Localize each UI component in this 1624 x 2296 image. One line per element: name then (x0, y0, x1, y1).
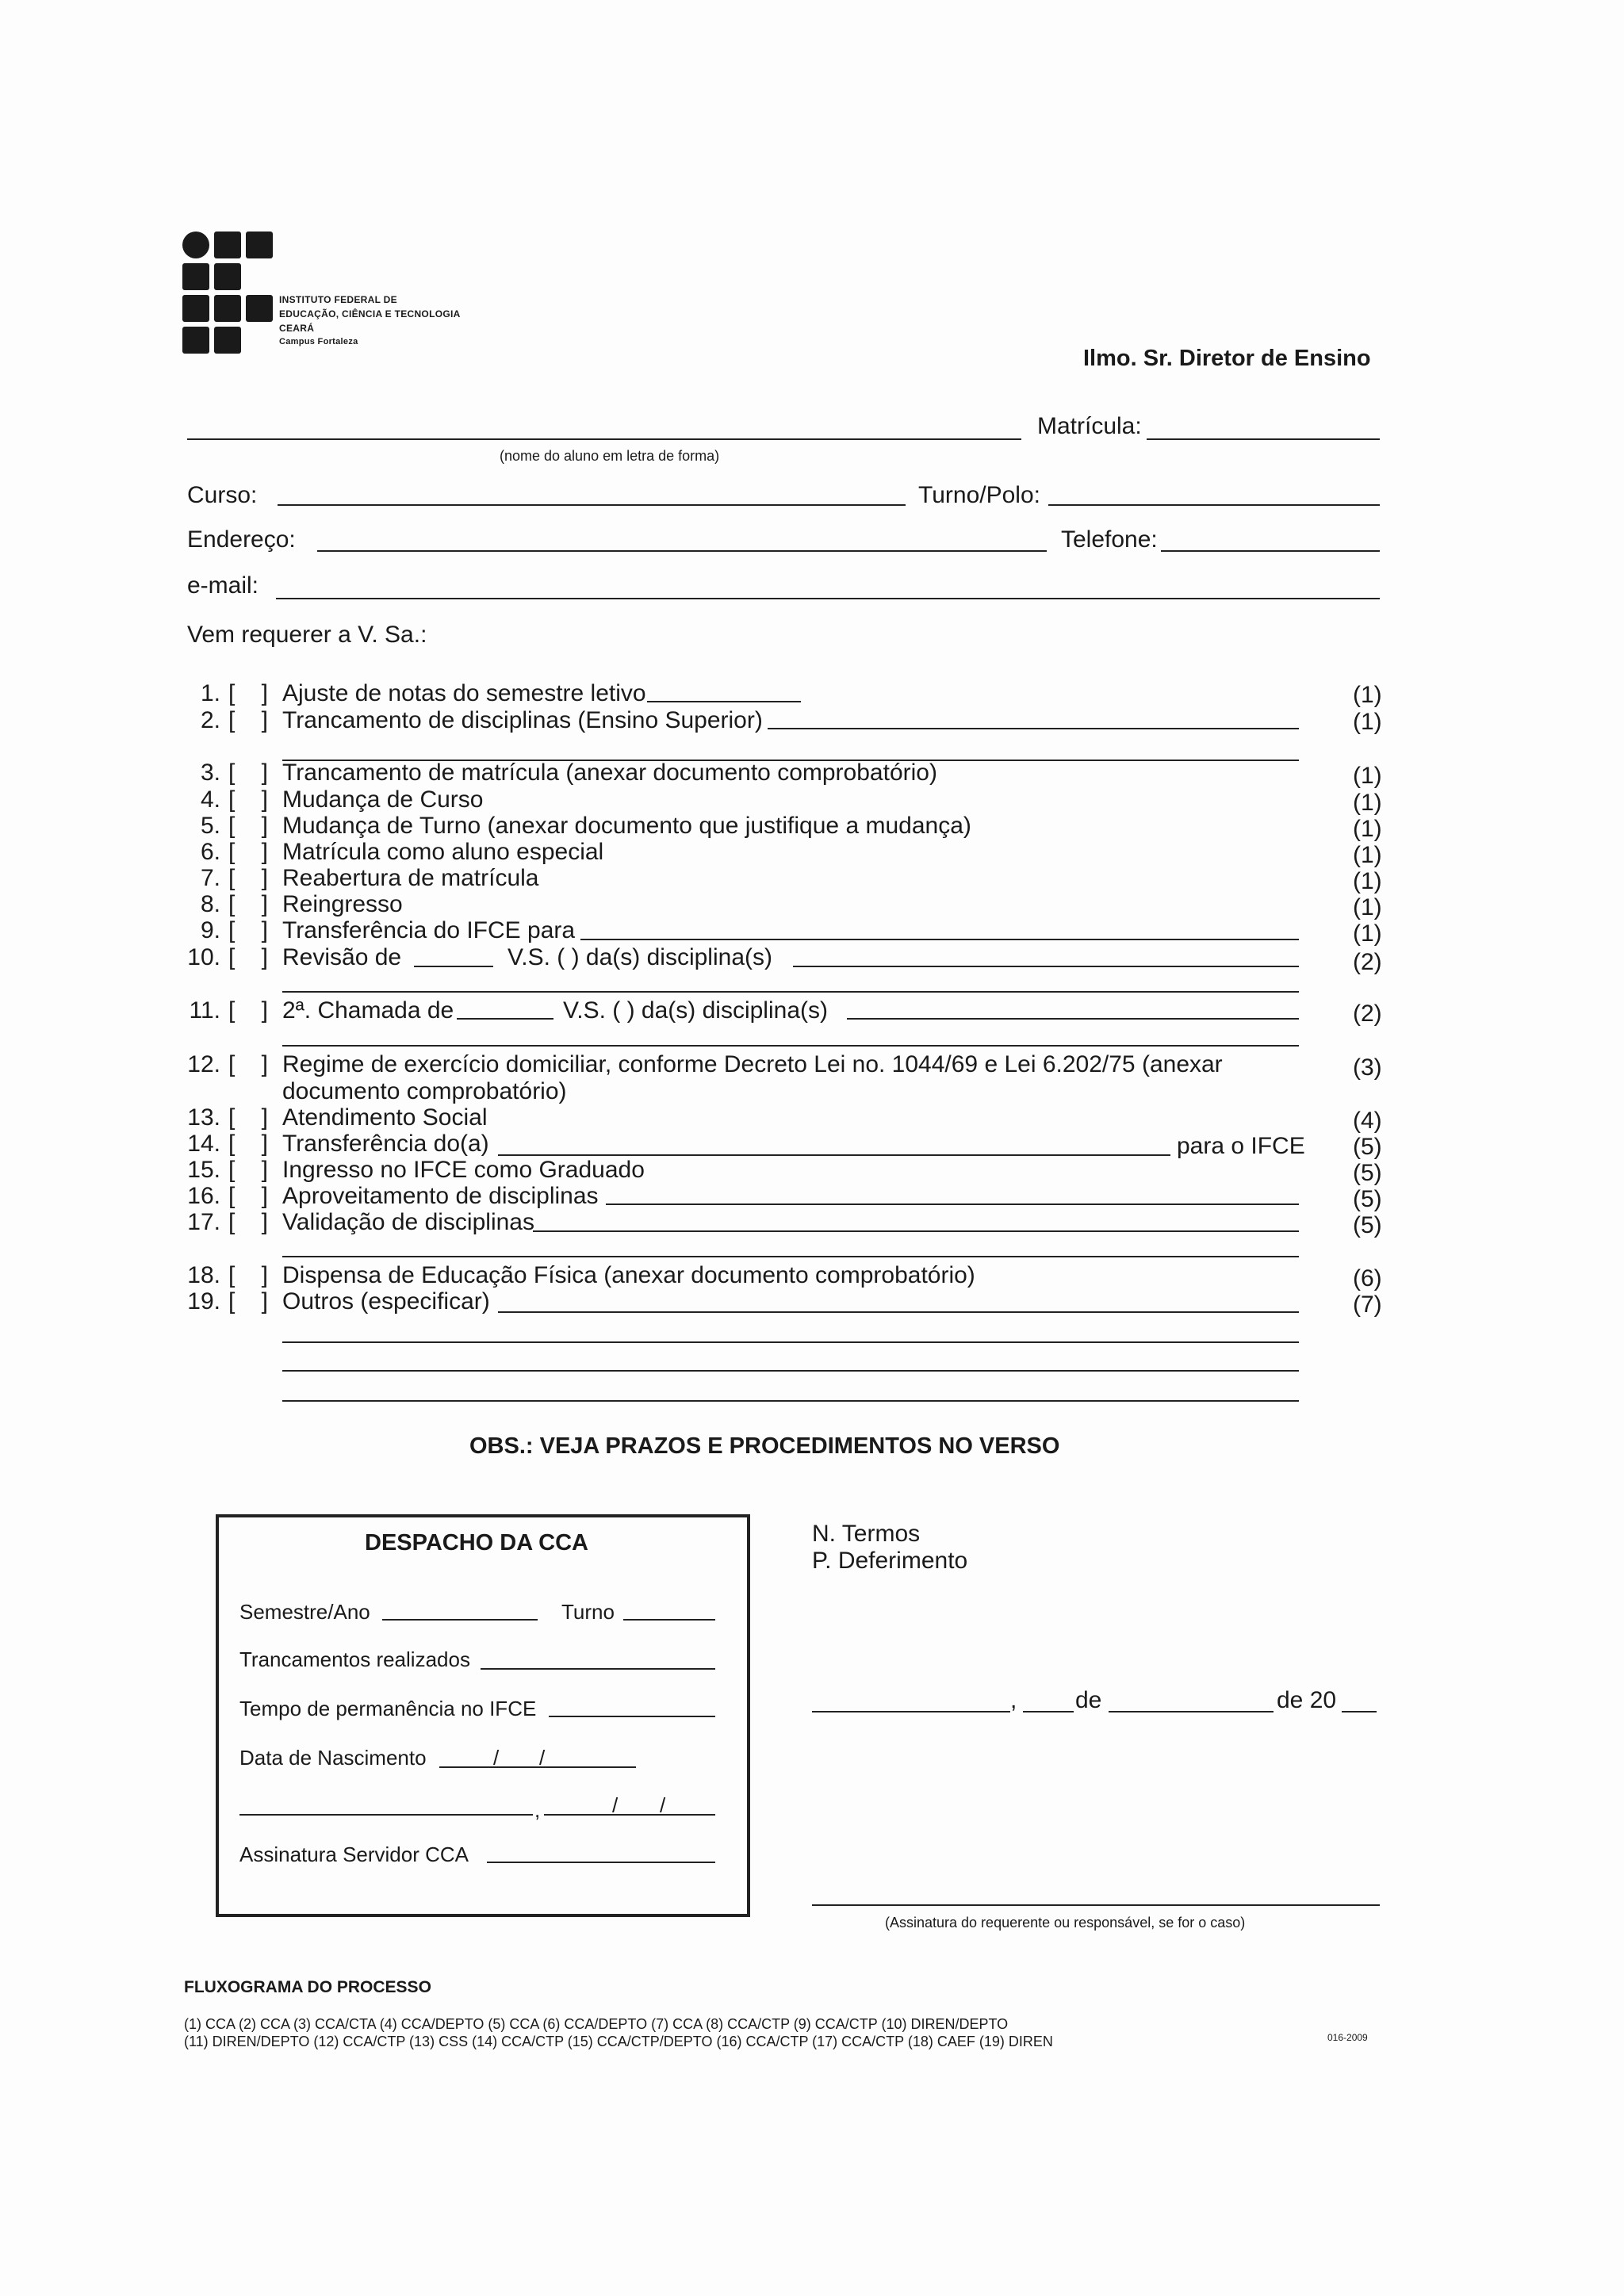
turno-label: Turno (561, 1600, 615, 1624)
logo-square (182, 263, 209, 290)
logo-text-line1: INSTITUTO FEDERAL DE (279, 294, 397, 305)
item-number: 17. (187, 1209, 220, 1235)
logo-text-line4: Campus Fortaleza (279, 337, 358, 346)
item-number: 19. (187, 1288, 220, 1314)
de-label: de (1075, 1687, 1102, 1713)
item-number: 2. (200, 707, 220, 733)
item-checkbox[interactable]: [ ] (228, 680, 269, 706)
item-label: Dispensa de Educação Física (anexar documento comprobatório) (282, 1262, 975, 1288)
item-checkbox[interactable]: [ ] (228, 891, 269, 917)
item-checkbox[interactable]: [ ] (228, 1131, 269, 1157)
item-label-cont: V.S. ( ) da(s) disciplina(s) (563, 997, 828, 1024)
telefone-label: Telefone: (1061, 526, 1158, 553)
item-checkbox[interactable]: [ ] (228, 1288, 269, 1314)
endereco-field[interactable] (317, 550, 1047, 552)
matricula-field[interactable] (1147, 438, 1380, 440)
trancamentos-field[interactable] (481, 1668, 715, 1670)
item-label-cont: para o IFCE (1177, 1133, 1305, 1159)
item-fill-line[interactable] (457, 1018, 553, 1020)
item-fill-line[interactable] (580, 939, 1299, 940)
item-checkbox[interactable]: [ ] (228, 786, 269, 813)
curso-field[interactable] (278, 504, 906, 506)
item-number: 14. (187, 1131, 220, 1157)
request-intro: Vem requerer a V. Sa.: (187, 622, 427, 648)
item-number: 11. (189, 997, 220, 1024)
logo-square (214, 295, 241, 322)
data-nascimento-field[interactable] (439, 1766, 636, 1768)
item-flow-code: (1) (1353, 894, 1382, 920)
obs-notice: OBS.: VEJA PRAZOS E PROCEDIMENTOS NO VERSO (469, 1433, 1060, 1459)
logo-square (246, 295, 273, 322)
date-slash: / (612, 1793, 619, 1817)
item-flow-code: (3) (1353, 1054, 1382, 1081)
item-fill-line[interactable] (498, 1154, 1170, 1156)
city-field[interactable] (812, 1711, 1010, 1712)
item-label-cont: V.S. ( ) da(s) disciplina(s) (508, 944, 772, 970)
item-flow-code: (4) (1353, 1108, 1382, 1134)
item-number: 1. (200, 680, 220, 706)
item-label: Outros (especificar) (282, 1288, 490, 1314)
item-fill-line[interactable] (793, 966, 1299, 967)
n-termos: N. Termos (812, 1521, 921, 1547)
item-checkbox[interactable]: [ ] (228, 1183, 269, 1209)
item-label: Validação de disciplinas (282, 1209, 534, 1235)
item-flow-code: (1) (1353, 763, 1382, 789)
item-label: Ingresso no IFCE como Graduado (282, 1157, 645, 1183)
item-number: 18. (187, 1262, 220, 1288)
p-deferimento: P. Deferimento (812, 1548, 968, 1574)
assinatura-servidor-field[interactable] (487, 1862, 715, 1863)
item-fill-line[interactable] (606, 1203, 1299, 1205)
requerente-signature-line[interactable] (812, 1904, 1380, 1906)
despacho-title: DESPACHO DA CCA (365, 1530, 588, 1556)
local-comma: , (534, 1798, 541, 1822)
item-number: 9. (200, 917, 220, 943)
item-flow-code: (1) (1353, 790, 1382, 816)
other-spec-line[interactable] (282, 1370, 1299, 1372)
de-20-label: de 20 (1277, 1687, 1337, 1713)
logo-square (214, 232, 241, 258)
turno-polo-label: Turno/Polo: (918, 482, 1040, 508)
item-label: Transferência do(a) (282, 1131, 489, 1157)
item-checkbox[interactable]: [ ] (228, 944, 269, 970)
item-fill-line[interactable] (768, 728, 1299, 729)
item-number: 15. (187, 1157, 220, 1183)
item-flow-code: (5) (1353, 1186, 1382, 1212)
student-name-hint: (nome do aluno em letra de forma) (500, 448, 720, 464)
local-field[interactable] (239, 1814, 533, 1816)
item-label: Mudança de Curso (282, 786, 484, 813)
signature-hint: (Assinatura do requerente ou responsável, se for o caso) (885, 1915, 1246, 1931)
student-name-field[interactable] (187, 438, 1021, 440)
other-spec-line[interactable] (282, 1341, 1299, 1343)
date-field[interactable] (544, 1814, 715, 1816)
item-label: Mudança de Turno (anexar documento que justifique a mudança) (282, 813, 971, 839)
comma: , (1010, 1687, 1017, 1713)
item-flow-code: (1) (1353, 682, 1382, 708)
item-label: Reabertura de matrícula (282, 865, 539, 891)
item-label: Ajuste de notas do semestre letivo (282, 680, 646, 706)
tempo-permanencia-field[interactable] (549, 1716, 715, 1717)
item-flow-code: (7) (1353, 1292, 1382, 1318)
item-label: Trancamento de disciplinas (Ensino Superior) (282, 707, 763, 733)
item-checkbox[interactable]: [ ] (228, 1051, 269, 1077)
item-label: 2ª. Chamada de (282, 997, 454, 1024)
despacho-box (216, 1514, 750, 1917)
item-number: 12. (187, 1051, 220, 1077)
day-field[interactable] (1023, 1711, 1074, 1712)
item-number: 13. (187, 1104, 220, 1131)
item-number: 8. (200, 891, 220, 917)
item-flow-code: (6) (1353, 1265, 1382, 1292)
email-field[interactable] (276, 598, 1380, 599)
date-slash: / (660, 1793, 666, 1817)
item-number: 7. (200, 865, 220, 891)
date-slash: / (539, 1746, 546, 1770)
flow-codes-row2: (11) DIREN/DEPTO (12) CCA/CTP (13) CSS (14) CCA/CTP (15) CCA/CTP/DEPTO (16) CCA/CTP (17) CCA/CTP (18) CAEF (19) DIREN (184, 2034, 1053, 2049)
date-slash: / (493, 1746, 500, 1770)
logo-text-line2: EDUCAÇÃO, CIÊNCIA E TECNOLOGIA (279, 308, 461, 320)
flow-codes-row1: (1) CCA (2) CCA (3) CCA/CTA (4) CCA/DEPTO (5) CCA (6) CCA/DEPTO (7) CCA (8) CCA/CTP (9) CCA/CTP (10) DIREN/DEPTO (184, 2016, 1009, 2032)
form-code: 016-2009 (1327, 2032, 1368, 2043)
logo-square (214, 327, 241, 354)
assinatura-servidor-label: Assinatura Servidor CCA (239, 1843, 469, 1866)
telefone-field[interactable] (1161, 550, 1380, 552)
item-checkbox[interactable]: [ ] (228, 839, 269, 865)
item-extra-line[interactable] (282, 1045, 1299, 1047)
addressee-heading: Ilmo. Sr. Diretor de Ensino (1083, 346, 1371, 371)
semestre-ano-label: Semestre/Ano (239, 1600, 370, 1624)
item-flow-code: (1) (1353, 868, 1382, 894)
item-checkbox[interactable]: [ ] (228, 1209, 269, 1235)
item-label: Reingresso (282, 891, 403, 917)
item-flow-code: (5) (1353, 1160, 1382, 1186)
item-fill-line[interactable] (414, 966, 493, 967)
logo-square (182, 327, 209, 354)
item-checkbox[interactable]: [ ] (228, 917, 269, 943)
tempo-permanencia-label: Tempo de permanência no IFCE (239, 1697, 537, 1720)
semestre-ano-field[interactable] (382, 1619, 538, 1621)
item-checkbox[interactable]: [ ] (228, 1262, 269, 1288)
item-flow-code: (5) (1353, 1134, 1382, 1160)
item-flow-code: (2) (1353, 949, 1382, 975)
turno-field[interactable] (623, 1619, 715, 1621)
item-flow-code: (1) (1353, 920, 1382, 947)
matricula-label: Matrícula: (1037, 413, 1142, 439)
logo-square (182, 295, 209, 322)
trancamentos-label: Trancamentos realizados (239, 1647, 470, 1671)
item-label: Matrícula como aluno especial (282, 839, 604, 865)
item-checkbox[interactable]: [ ] (228, 813, 269, 839)
item-flow-code: (1) (1353, 709, 1382, 735)
logo-text-line3: CEARÁ (279, 323, 315, 334)
data-nascimento-label: Data de Nascimento (239, 1746, 427, 1770)
logo-square (246, 232, 273, 258)
item-checkbox[interactable]: [ ] (228, 760, 269, 786)
item-number: 3. (200, 760, 220, 786)
email-label: e-mail: (187, 572, 259, 599)
item-label-cont: documento comprobatório) (282, 1078, 567, 1104)
turno-polo-field[interactable] (1048, 504, 1380, 506)
item-number: 16. (187, 1183, 220, 1209)
item-checkbox[interactable]: [ ] (228, 865, 269, 891)
item-fill-line[interactable] (498, 1311, 1299, 1313)
item-extra-line[interactable] (282, 991, 1299, 993)
logo-circle (182, 232, 209, 258)
item-flow-code: (2) (1353, 1001, 1382, 1027)
item-label: Regime de exercício domiciliar, conforme Decreto Lei no. 1044/69 e Lei 6.202/75 (anexar (282, 1051, 1223, 1077)
item-checkbox[interactable]: [ ] (228, 707, 269, 733)
endereco-label: Endereço: (187, 526, 296, 553)
item-number: 5. (200, 813, 220, 839)
item-extra-line[interactable] (282, 1256, 1299, 1257)
item-label: Revisão de (282, 944, 402, 970)
item-flow-code: (1) (1353, 816, 1382, 842)
month-field[interactable] (1109, 1711, 1274, 1712)
item-label: Aproveitamento de disciplinas (282, 1183, 599, 1209)
item-fill-line[interactable] (847, 1018, 1299, 1020)
curso-label: Curso: (187, 482, 258, 508)
item-checkbox[interactable]: [ ] (228, 1104, 269, 1131)
item-label: Trancamento de matrícula (anexar documento comprobatório) (282, 760, 937, 786)
item-flow-code: (5) (1353, 1212, 1382, 1238)
item-flow-code: (1) (1353, 842, 1382, 868)
item-checkbox[interactable]: [ ] (228, 1157, 269, 1183)
year-field[interactable] (1342, 1711, 1377, 1712)
logo-square (214, 263, 241, 290)
item-label: Atendimento Social (282, 1104, 488, 1131)
item-fill-line[interactable] (647, 701, 801, 702)
item-checkbox[interactable]: [ ] (228, 997, 269, 1024)
item-fill-line[interactable] (533, 1230, 1299, 1232)
item-label: Transferência do IFCE para (282, 917, 576, 943)
item-number: 10. (187, 944, 220, 970)
other-spec-line[interactable] (282, 1400, 1299, 1402)
item-number: 6. (200, 839, 220, 865)
item-number: 4. (200, 786, 220, 813)
flow-title: FLUXOGRAMA DO PROCESSO (184, 1978, 431, 1996)
